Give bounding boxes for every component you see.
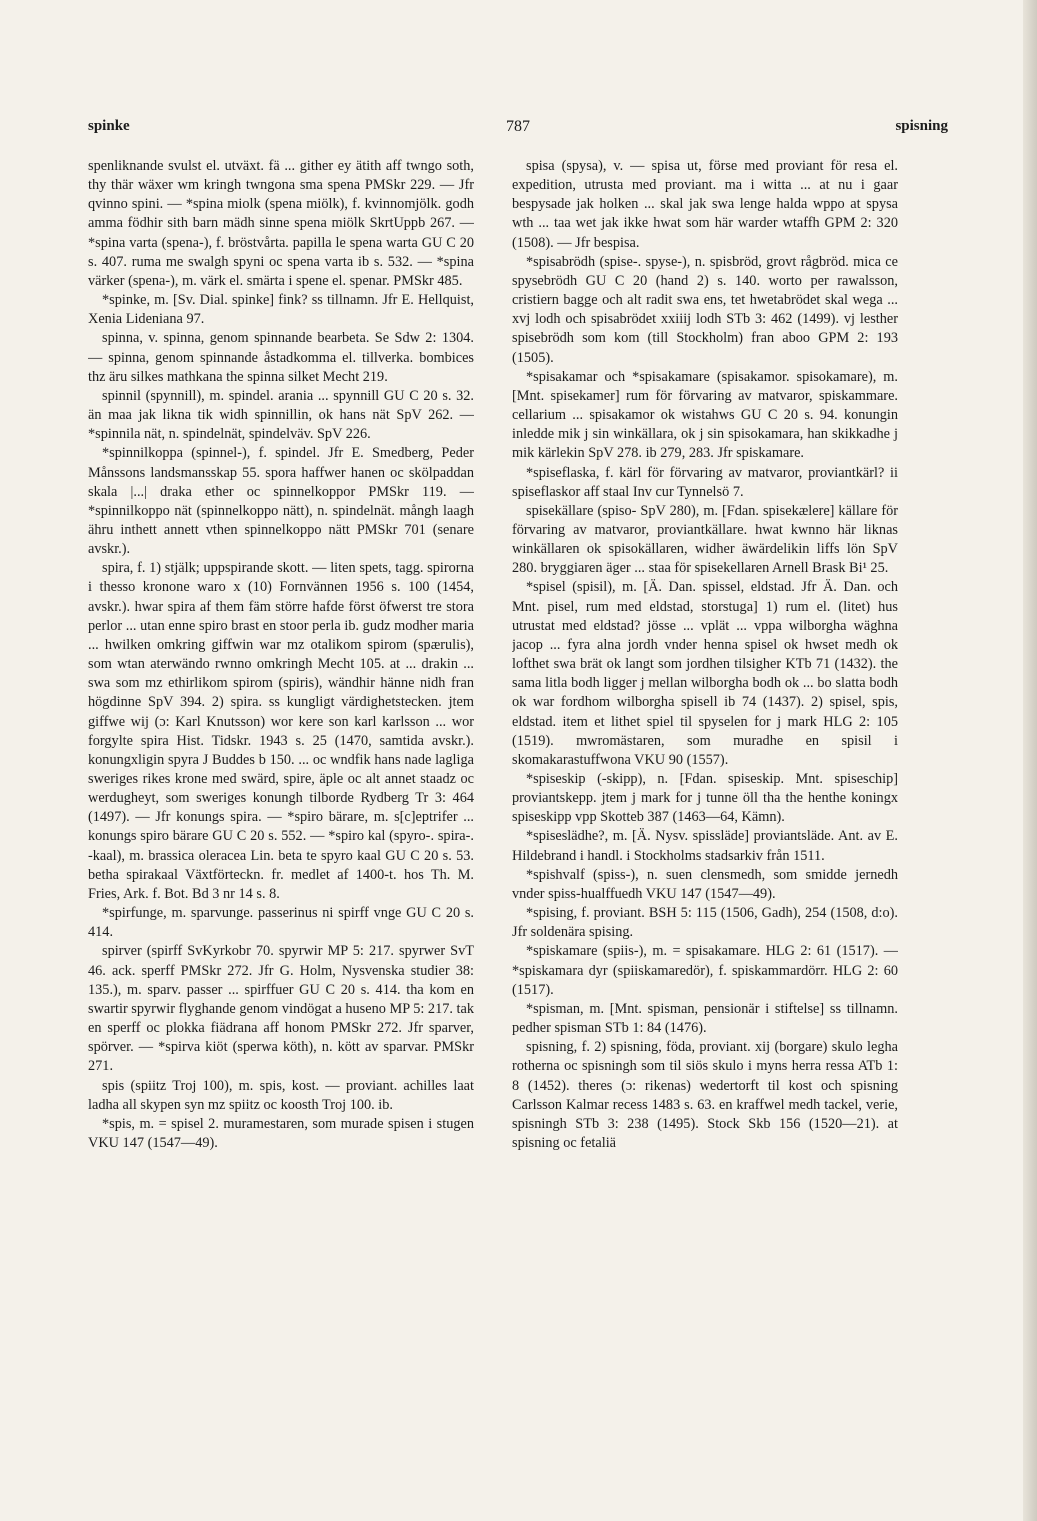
dictionary-entry: *spirfunge, m. sparvunge. passerinus ni spirff vnge GU C 20 s. 414. (88, 905, 474, 941)
dictionary-entry: *spinnilkoppa (spinnel-), f. spindel. Jfr E. Smedberg, Peder Månssons landsmansskap 55. spora haffwer hanen oc skölpaddan skala |...| draka ether oc spinnelkoppor PMSkr 119. — *spinnilkoppo nät (spinnelkoppo nätt), n. spindelnät. mångh laagh ähru inthett annett vthen spinnelkoppo nätt PMSkr 701 (senare avskr.). (88, 445, 474, 558)
page-number: 787 (506, 118, 530, 135)
dictionary-entry: spisning, f. 2) spisning, föda, proviant. xij (borgare) skulo legha rotherna oc spisningh som til siös skulo i myns herra ressa ATb 1: 8 (1452). theres (ɔ: rikenas) wedertorft til kost och spisning Carlsson Kalmar recess 1483 s. 63. en kraffwel medh tackel, verie, spisningh STb 3: 238 (1495). Stock Skb 156 (1520—21). at spisning oc fetaliä (512, 1039, 898, 1151)
dictionary-entry: spinna, v. spinna, genom spinnande bearbeta. Se Sdw 2: 1304. — spinna, genom spinnande åstadkomma el. tillverka. bombices thz äru silkes mathkana the spinna silket Mecht 219. (88, 330, 474, 385)
dictionary-entry: *spiseslädhe?, m. [Ä. Nysv. spissläde] proviantsläde. Ant. av E. Hildebrand i handl. i Stockholms stadsarkiv från 1511. (512, 828, 898, 864)
left-column (88, 157, 474, 1357)
dictionary-entry: *spisakamar och *spisakamare (spisakamor. spisokamare), m. [Mnt. spisekamer] rum för förvaring av matvaror, spiskammare. cellarium ... spisakamor ok wistahws GU C 20 s. 94. konungin inledde mik j sin winkällara, ok j sin spisokamara, han skikkadhe j mik kärlekin SpV 278. ib 279, 283. Jfr spiskamare. (512, 368, 898, 462)
header-last-word: spisning (895, 118, 948, 134)
dictionary-entry: *spising, f. proviant. BSH 5: 115 (1506, Gadh), 254 (1508, d:o). Jfr soldenära spising. (512, 905, 898, 941)
dictionary-entry: *spis, m. = spisel 2. muramestaren, som murade spisen i stugen VKU 147 (1547—49). (88, 1115, 474, 1151)
dictionary-entry: spis (spiitz Troj 100), m. spis, kost. — proviant. achilles laat ladha all skypen syn mz spiitz oc koosth Troj 100. ib. (88, 1077, 474, 1113)
header-first-word: spinke (88, 118, 130, 134)
dictionary-entry: spirver (spirff SvKyrkobr 70. spyrwir MP 5: 217. spyrwer SvT 46. ack. sperff PMSkr 272. Jfr G. Holm, Nysvenska studier 38: 135.), m. sparv. passer ... spirffuer GU C 20 s. 414. tha kom en swartir spyrwir flyghande genom vindögat a huseno MP 5: 217. tak en sperff oc plokka fiädrana aff honom PMSkr 272. Jfr sparver, spörver. — *spirva kiöt (sperwa köth), n. kött av sparvar. PMSkr 271. (88, 943, 474, 1075)
dictionary-entry: *spinke, m. [Sv. Dial. spinke] fink? ss tillnamn. Jfr E. Hellquist, Xenia Lideniana 97. (88, 292, 474, 328)
dictionary-entry: *spiseflaska, f. kärl för förvaring av matvaror, proviantkärl? ii spiseflaskor aff staal Inv cur Tynnelsö 7. (512, 464, 898, 500)
page-binding-edge (1023, 0, 1037, 1521)
dictionary-entry: spisekällare (spiso- SpV 280), m. [Fdan. spisekælere] källare för förvaring av matvaror, proviantkällare. hwat kwnno här liknas winkällaren ok spisokällaren, widher äwärdelikin liffs lön SpV 280. bryggiaren äger ... staa för spisekellaren Arnell Brask Bi¹ 25. (512, 502, 898, 577)
dictionary-entry: spenliknande svulst el. utväxt. fä ... gither ey ätith aff twngo soth, thy thär wäxer wm kringh twngona sma spena PMSkr 229. — Jfr qvinno spini. — *spina miolk (spena miölk), f. kvinnomjölk. godh amma födhir sith barn mädh sinne spena miölk SkrtUppb 267. — *spina varta (spena-), f. bröstvårta. papilla le spena warta GU C 20 s. 407. ruma me swalgh spyni oc spena varta ib s. 532. — *spina värker (spena-), m. värk el. smärta i spene el. spenar. PMSkr 485. (88, 158, 474, 289)
dictionary-entry: *spisel (spisil), m. [Ä. Dan. spissel, eldstad. Jfr Ä. Dan. och Mnt. pisel, rum med eldstad, storstuga] 1) rum el. (litet) hus utrustat med eldstad? jösse ... vplät ... vppa wilborgha wäghna jacop ... fyra alna jordh vnder henna spisel ok hwset medh ok lofthet swa brät ok langt som jordhen tilsigher KTb 71 (1432). the sama litla bodh ligger j mellan wilborgha bodh ok ... bo slatta bodh ok war fordhom wilborgha spisell ib 74 (1437). 2) spisel, spis, eldstad. item et lithet spiel til spyselen for j mark HLG 2: 105 (1519). mwromästaren, som muradhe en spisil i skomakarastuffwona VKU 90 (1557). (512, 579, 898, 768)
dictionary-entry: *spiskamare (spiis-), m. = spisakamare. HLG 2: 61 (1517). — *spiskamara dyr (spiiskamaredör), f. spiskammardörr. HLG 2: 60 (1517). (512, 943, 898, 998)
dictionary-entry: *spisabrödh (spise-. spyse-), n. spisbröd, grovt rågbröd. mica ce spysebrödh GU C 20 (hand 2) s. 140. worto per rawalsson, cristiern bagge och alt radit swa ens, tet hwetabrödet skal wega ... xvj lodh och spisabrödet xxiiij lodh STb 3: 462 (1499). vj lesther spisebrödh som kom (till Stockholm) fran aboo GPM 2: 193 (1505). (512, 253, 898, 366)
dictionary-entry: *spisman, m. [Mnt. spisman, pensionär i stiftelse] ss tillnamn. pedher spisman STb 1: 84 (1476). (512, 1000, 898, 1037)
dictionary-entry: spisa (spysa), v. — spisa ut, förse med proviant för resa el. expedition, utrusta med proviant. ma i witta ... at nu i gaar bespysade jak holken ... skal jak swa lenge halda wppo at spysa wth ... taa wet jak ikke hwat som här warder wtaffh GPM 2: 320 (1508). — Jfr bespisa. (512, 158, 898, 251)
dictionary-entry: spinnil (spynnill), m. spindel. arania ... spynnill GU C 20 s. 32. än maa jak likna tik widh spinnillin, ok hans nät SpV 262. — *spinnila nät, n. spindelnät, spindelväv. SpV 226. (88, 387, 474, 443)
page-header (88, 118, 948, 140)
right-column (512, 157, 898, 1357)
dictionary-entry: *spiseskip (-skipp), n. [Fdan. spiseskip. Mnt. spiseschip] proviantskepp. jtem j mark for j tunne öll tha the henthe koningx spiseskipp vpp Skotteb 387 (1463—64, Kämn). (512, 771, 898, 826)
dictionary-entry: spira, f. 1) stjälk; uppspirande skott. — liten spets, tagg. spirorna i thesso kronone waro x (10) Fornvännen 1956 s. 100 (1454, avskr.). hwar spira af them fäm störrе hafde först öfwerst tre stora perlor ... utan enne spiro brast en stoor perla ib. gudz modher maria ... hwilken omkring giffwin war mz otalikom spirom (spærulis), som wtan aterwändo rwnno omkringh Mecht 105. at ... drakin ... swa som mz ethirlikom spirom (spiris), wändhir hänne nidh fran högdinne SpV 394. 2) spira. ss kungligt värdighetstecken. jtem giffwe wij (ɔ: Karl Knutsson) wor kere son karl karlsson ... wor forgylte spira Hist. Tidskr. 1943 s. 25 (1470, samtida avskr.). konungxligin spyra J Buddes b 150. ... oc wndfik hans nade lagliga sweriges rikes krone med swärd, spire, äple oc alt annet staadz oc werdugheyt, som sweriges konungh tilborde Rydberg Tr 3: 464 (1497). — Jfr konungs spira. — *spiro bärare, m. s[c]eptrifer ... konungs spiro bärare GU C 20 s. 552. — *spiro kal (spyro-. spira-. -kaal), m. brassica oleracea Lin. beta te spyro kaal GU C 20 s. 53. betha spirakaal Växtförteckn. fr. medlet af 1400-t. hos Th. M. Fries, Ark. f. Bot. Bd 3 nr 14 s. 8. (88, 560, 474, 902)
dictionary-entry: *spishvalf (spiss-), n. suen clensmedh, som smidde jernedh vnder spiss-hualffuedh VKU 147 (1547—49). (512, 866, 898, 902)
